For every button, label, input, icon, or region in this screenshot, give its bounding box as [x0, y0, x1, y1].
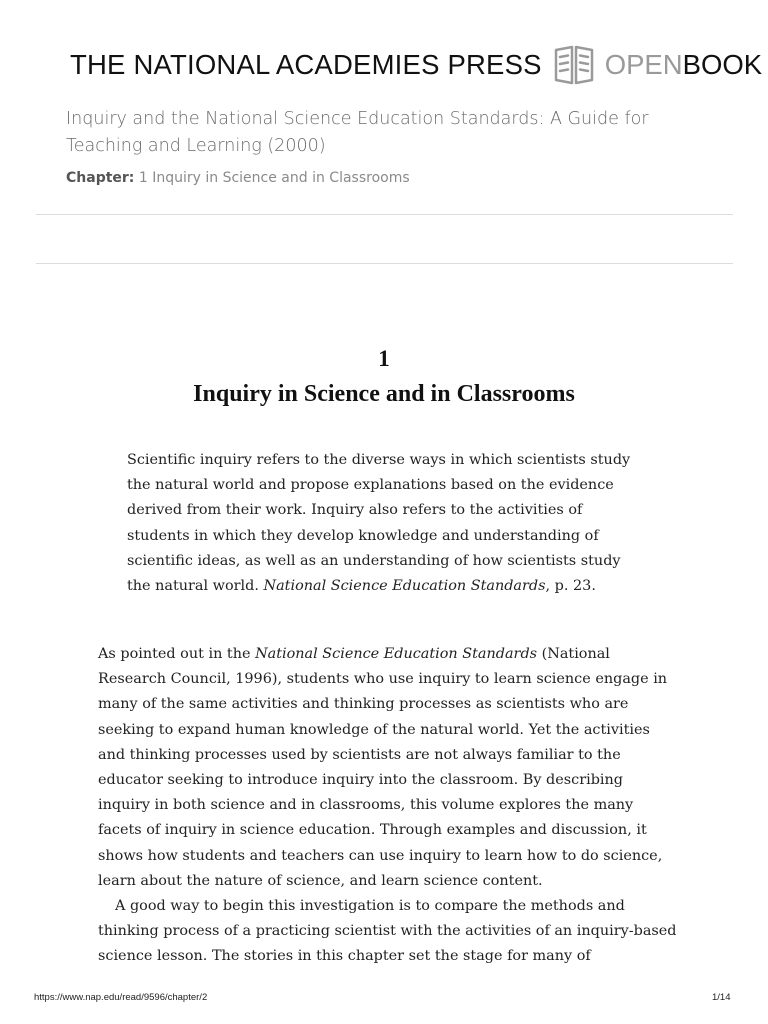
chapter-title: Inquiry in Science and in Classrooms	[193, 381, 575, 407]
cited-title: National Science Education Standards	[255, 646, 538, 662]
divider	[36, 214, 733, 215]
page-counter: 1/14	[712, 992, 731, 1003]
chapter-breadcrumb	[66, 170, 410, 186]
epigraph	[127, 448, 642, 599]
epigraph-source-page: , p. 23.	[545, 578, 596, 595]
body-text	[98, 642, 678, 970]
masthead	[70, 40, 762, 90]
paragraph: A good way to begin this investigation is to compare the methods and thinking process of a practicing scientist with the activities of an inquiry-based science lesson. The stories in this chapter set the stage for many of	[98, 898, 677, 965]
paragraph-text: (National Research Council, 1996), students who use inquiry to learn science engage in many of the same activities and thinking processes as scientists who are seeking to expand human knowledge of the natural world. Yet the activities and thinking processes used by scientists are not always familiar to the educator seeking to introduce inquiry into the classroom. By describing inquiry in both science and in classrooms, this volume explores the many facets of inquiry in science education. Through examples and discussion, it shows how students and teachers can use inquiry to learn how to do science, learn about the nature of science, and learn science content.	[98, 646, 668, 889]
paragraph-text: As pointed out in the	[98, 646, 256, 662]
chapter-number: 1	[378, 346, 390, 371]
epigraph-text: Scientific inquiry refers to the diverse ways in which scientists study the natural world and propose explanations based on the evidence derived from their work. Inquiry also refers to the activities of students in which they develop knowledge and understanding of scientific ideas, as well as an understanding of how scientists study the natural world.	[127, 452, 631, 595]
book-title: Inquiry and the National Science Education Standards: A Guide for Teaching and Learning (2000)	[66, 109, 649, 156]
divider	[36, 263, 733, 264]
paragraph	[98, 642, 678, 894]
chapter-label: Chapter:	[66, 170, 135, 186]
chapter-link[interactable]: 1 Inquiry in Science and in Classrooms	[138, 170, 410, 186]
open-book-icon	[552, 43, 596, 87]
logo-book-text: BOOK	[682, 49, 763, 80]
logo-open-text: OPEN	[604, 49, 683, 80]
footer-url[interactable]: https://www.nap.edu/read/9596/chapter/2	[34, 992, 208, 1003]
epigraph-source-title: National Science Education Standards	[263, 578, 546, 595]
publisher-name: THE NATIONAL ACADEMIES PRESS	[70, 49, 542, 80]
openbook-logo	[605, 49, 762, 81]
